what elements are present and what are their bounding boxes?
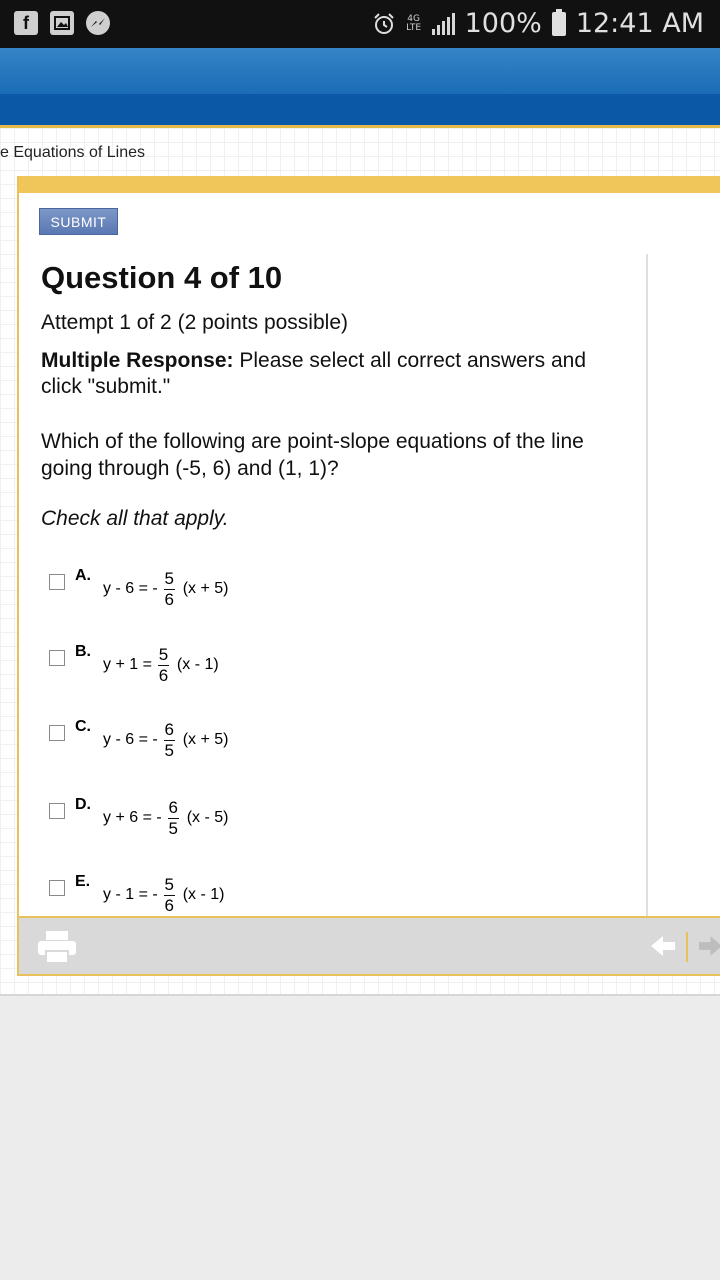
option-letter: D.	[75, 796, 91, 813]
print-icon[interactable]	[37, 930, 77, 964]
alarm-icon	[372, 12, 396, 36]
denominator: 6	[164, 895, 174, 915]
signal-icon	[432, 13, 455, 35]
check-all-hint: Check all that apply.	[41, 507, 229, 530]
site-header	[0, 48, 720, 126]
numerator: 5	[164, 874, 174, 894]
network-type: 4G LTE	[406, 13, 422, 33]
instructions	[41, 348, 631, 400]
option-a	[41, 564, 631, 624]
equation-rhs: (x - 5)	[186, 809, 229, 826]
answer-options	[41, 564, 631, 916]
equation-lhs: y - 6 = -	[103, 731, 158, 748]
fraction	[168, 799, 179, 838]
breadcrumb: e Equations of Lines	[0, 144, 145, 161]
messenger-icon	[86, 11, 110, 35]
battery-percent: 100%	[464, 8, 542, 39]
option-a-checkbox[interactable]	[49, 574, 65, 590]
question-panel	[17, 176, 720, 976]
option-equation	[103, 870, 224, 916]
option-letter: E.	[75, 873, 91, 890]
equation-rhs: (x - 1)	[182, 886, 225, 903]
battery-icon	[552, 12, 566, 36]
fraction	[164, 570, 175, 609]
option-e-checkbox[interactable]	[49, 880, 65, 896]
numerator: 6	[168, 797, 178, 817]
option-letter: A.	[75, 567, 91, 584]
numerator: 5	[164, 568, 174, 588]
option-equation	[103, 715, 228, 765]
system-status	[372, 8, 704, 39]
option-e	[41, 870, 631, 916]
numerator: 5	[158, 644, 169, 664]
instruction-label: Multiple Response:	[41, 349, 234, 372]
option-b	[41, 640, 631, 700]
option-equation	[103, 793, 228, 843]
nav-separator	[686, 932, 688, 962]
numerator: 6	[164, 719, 174, 739]
fraction	[164, 876, 175, 915]
panel-header-bar	[19, 176, 720, 193]
option-c	[41, 715, 631, 775]
equation-lhs: y - 6 = -	[103, 580, 158, 597]
fraction	[164, 721, 175, 760]
option-equation	[103, 640, 219, 690]
option-letter: C.	[75, 718, 91, 735]
bottom-toolbar	[19, 916, 720, 974]
submit-button[interactable]: SUBMIT	[39, 208, 118, 235]
option-equation	[103, 564, 228, 614]
denominator: 6	[164, 589, 174, 609]
forward-arrow-icon[interactable]	[699, 936, 720, 956]
attempt-info: Attempt 1 of 2 (2 points possible)	[41, 311, 348, 334]
vertical-divider	[646, 254, 648, 916]
equation-lhs: y + 1 =	[103, 656, 152, 673]
equation-lhs: y - 1 = -	[103, 886, 158, 903]
clock: 12:41 AM	[575, 8, 704, 39]
fraction	[158, 646, 169, 685]
status-bar	[0, 0, 720, 48]
option-letter: B.	[75, 643, 91, 660]
question-text: Which of the following are point-slope equations of the line going through (-5, 6) and (1, 1)?	[41, 430, 584, 480]
denominator: 6	[158, 665, 169, 685]
instruction-text: Please select all correct answers and click "submit."	[41, 349, 587, 398]
option-b-checkbox[interactable]	[49, 650, 65, 666]
option-d-checkbox[interactable]	[49, 803, 65, 819]
denominator: 5	[164, 740, 174, 760]
question-title: Question 4 of 10	[41, 260, 283, 295]
equation-rhs: (x - 1)	[176, 656, 219, 673]
gallery-icon	[50, 11, 74, 35]
option-c-checkbox[interactable]	[49, 725, 65, 741]
equation-rhs: (x + 5)	[182, 580, 229, 597]
question-content	[41, 260, 631, 532]
notification-icons	[14, 11, 110, 35]
option-d	[41, 793, 631, 853]
equation-rhs: (x + 5)	[182, 731, 229, 748]
equation-lhs: y + 6 = -	[103, 809, 162, 826]
denominator: 5	[168, 818, 178, 838]
back-arrow-icon[interactable]	[651, 936, 675, 956]
facebook-icon: f	[14, 11, 38, 35]
